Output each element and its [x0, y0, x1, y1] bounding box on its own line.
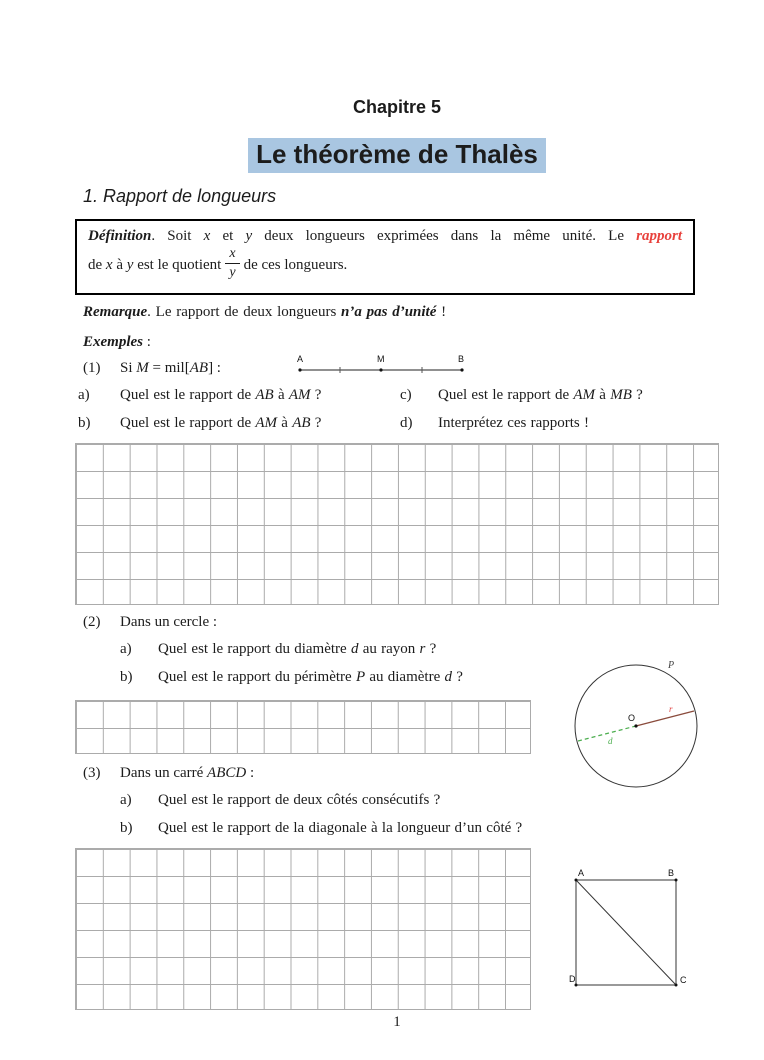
perimeter-label: P: [668, 660, 675, 671]
item2-heading: [83, 614, 217, 631]
question-text: Quel est le rapport de deux côtés consécutifs ?: [158, 792, 441, 808]
corner-c-dot: [675, 984, 678, 987]
item3-questions: [120, 792, 600, 848]
section-heading: 1. Rapport de longueurs: [83, 186, 277, 206]
chapter-heading: Chapitre 5: [352, 97, 442, 117]
question-label: b): [120, 669, 133, 685]
question-label: c): [400, 387, 412, 403]
main-title-row: [75, 138, 719, 173]
item1-heading: [83, 360, 221, 377]
question-label: a): [120, 641, 132, 657]
question-text: Quel est le rapport de AM à MB ?: [438, 387, 643, 403]
corner-label-b: B: [668, 868, 675, 878]
answer-grid-item3: [75, 848, 531, 1010]
diameter-dashed-line: [578, 726, 636, 741]
question-text: Quel est le rapport du périmètre P au diamètre d ?: [158, 669, 463, 685]
definition-box: [75, 219, 695, 295]
point-label-b: B: [458, 354, 465, 364]
center-label: O: [628, 713, 636, 723]
answer-grid-item2: [75, 700, 531, 754]
question-label: b): [120, 820, 133, 836]
square-diagonal: [576, 880, 676, 985]
center-dot: [634, 724, 637, 727]
radius-line: [636, 711, 694, 726]
corner-b-dot: [675, 879, 678, 882]
question-text: Quel est le rapport de la diagonale à la longueur d’un côté ?: [158, 820, 523, 836]
answer-grid-item1: [75, 443, 719, 605]
examples-label: Exemples :: [83, 334, 151, 350]
point-m-dot: [379, 368, 382, 371]
corner-label-c: C: [680, 975, 687, 985]
point-label-a: A: [297, 354, 304, 364]
item1-intro: Si M = mil[AB] :: [120, 360, 221, 376]
point-b-dot: [460, 368, 463, 371]
item2-number: (2): [83, 614, 101, 630]
radius-label: r: [669, 704, 673, 714]
question-text: Interprétez ces rapports !: [438, 415, 590, 431]
item3-heading: [83, 765, 254, 782]
corner-a-dot: [575, 879, 578, 882]
item3-number: (3): [83, 765, 101, 781]
item1-questions: [78, 387, 720, 443]
corner-label-d: D: [569, 974, 576, 984]
corner-label-a: A: [578, 868, 585, 878]
item1-number: (1): [83, 360, 101, 376]
question-label: d): [400, 415, 413, 431]
point-label-m: M: [377, 354, 385, 364]
remark-text: Remarque. Le rapport de deux longueurs n’a pas d’unité !: [83, 304, 447, 320]
question-text: Quel est le rapport de AB à AM ?: [120, 387, 322, 403]
item3-intro: Dans un carré ABCD :: [120, 765, 255, 781]
definition-line1: Définition. Soit x et y deux longueurs exprimées dans la même unité. Le rapport: [88, 228, 682, 244]
item2-questions: [120, 641, 590, 697]
point-a-dot: [298, 368, 301, 371]
question-label: b): [78, 415, 91, 431]
circle-diagram: [566, 650, 714, 798]
item2-intro: Dans un cercle :: [120, 614, 218, 630]
definition-line2: de x à y est le quotient $\frac{x}{y}$ de ces longueurs.: [88, 246, 348, 281]
question-label: a): [78, 387, 90, 403]
question-text: Quel est le rapport du diamètre d au rayon r ?: [158, 641, 437, 657]
diameter-label: d: [608, 736, 613, 746]
page-number: 1: [393, 1014, 401, 1030]
page-title: Le théorème de Thalès: [248, 138, 546, 173]
question-text: Quel est le rapport de AM à AB ?: [120, 415, 322, 431]
question-label: a): [120, 792, 132, 808]
segment-diagram: [294, 352, 469, 378]
square-diagram: [564, 866, 694, 994]
